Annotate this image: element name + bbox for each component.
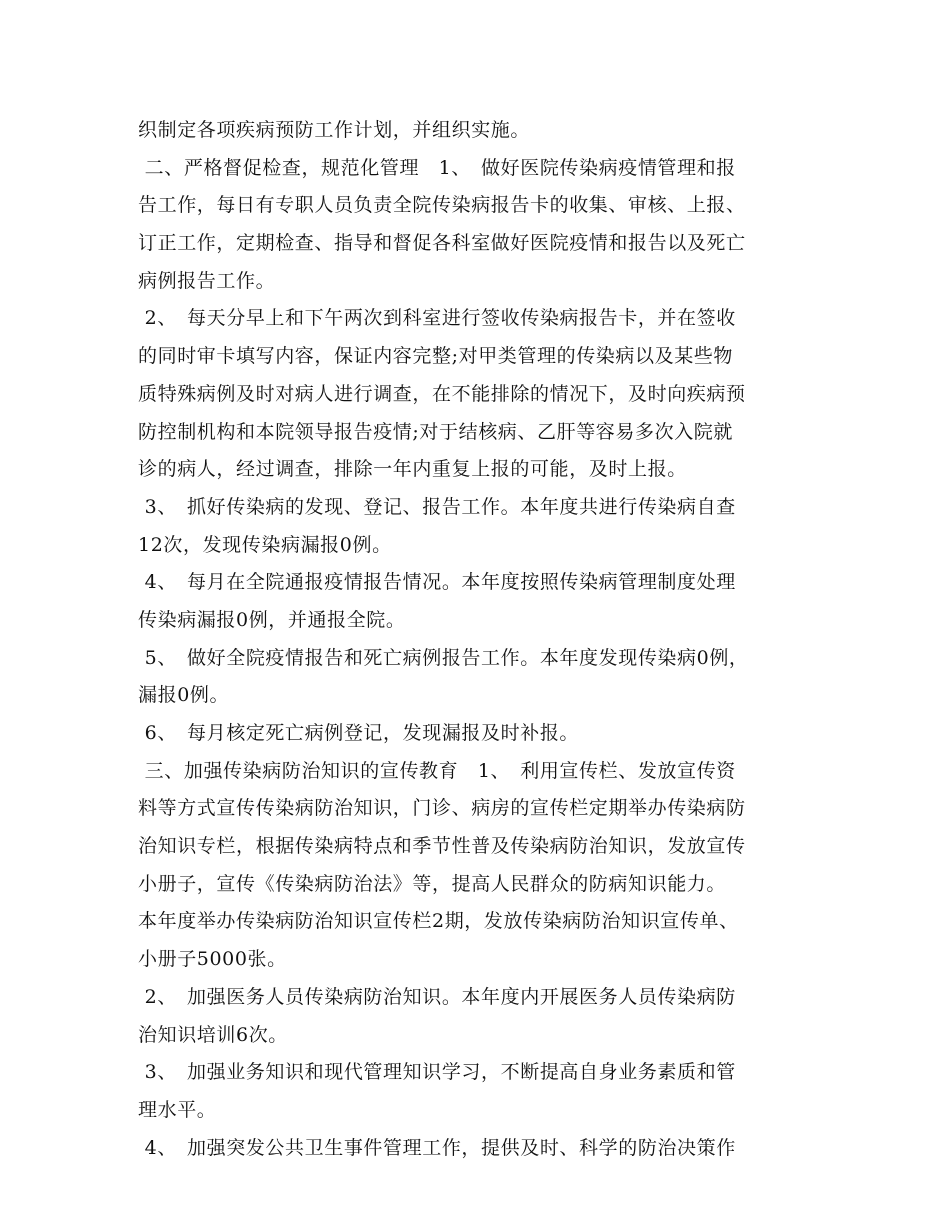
text-line: 治知识专栏，根据传染病特点和季节性普及传染病防治知识，发放宣传: [138, 835, 746, 858]
text-line: 订正工作，定期检查、指导和督促各科室做好医院疫情和报告以及死亡: [138, 232, 746, 255]
text-line: 病例报告工作。: [138, 269, 276, 292]
text-line: 本年度举办传染病防治知识宣传栏2期，发放传染病防治知识宣传单、: [138, 910, 739, 933]
text-line: 2、 每天分早上和下午两次到科室进行签收传染病报告卡，并在签收: [138, 307, 736, 330]
text-line: 的同时审卡填写内容，保证内容完整;对甲类管理的传染病以及某些物: [138, 345, 734, 368]
text-line: 告工作，每日有专职人员负责全院传染病报告卡的收集、审核、上报、: [138, 194, 746, 217]
text-line: 质特殊病例及时对病人进行调查，在不能排除的情况下，及时向疾病预: [138, 382, 746, 405]
document-body: [138, 112, 828, 1167]
text-line: 三、加强传染病防治知识的宣传教育 1、 利用宣传栏、发放宣传资: [138, 759, 736, 782]
text-line: 3、 抓好传染病的发现、登记、报告工作。本年度共进行传染病自查: [138, 495, 736, 518]
text-line: 漏报0例。: [138, 684, 230, 707]
text-line: 理水平。: [138, 1098, 217, 1121]
text-line: 小册子5000张。: [138, 948, 287, 971]
text-line: 4、 加强突发公共卫生事件管理工作，提供及时、科学的防治决策作: [138, 1136, 736, 1159]
text-line: 12次，发现传染病漏报0例。: [138, 533, 392, 556]
text-line: 3、 加强业务知识和现代管理知识学习，不断提高自身业务素质和管: [138, 1061, 736, 1084]
text-line: 二、严格督促检查，规范化管理 1、 做好医院传染病疫情管理和报: [138, 156, 736, 179]
text-line: 6、 每月核定死亡病例登记，发现漏报及时补报。: [138, 722, 580, 744]
text-line: 传染病漏报0例，并通报全院。: [138, 608, 406, 631]
text-line: 诊的病人，经过调查，排除一年内重复上报的可能，及时上报。: [138, 458, 687, 481]
text-line: 2、 加强医务人员传染病防治知识。本年度内开展医务人员传染病防: [138, 985, 736, 1008]
text-line: 5、 做好全院疫情报告和死亡病例报告工作。本年度发现传染病0例，: [138, 646, 749, 669]
text-line: 治知识培训6次。: [138, 1023, 288, 1046]
text-line: 防控制机构和本院领导报告疫情;对于结核病、乙肝等容易多次入院就: [138, 420, 734, 443]
text-line: 小册子，宣传《传染病防治法》等，提高人民群众的防病知识能力。: [138, 872, 727, 895]
text-line: 料等方式宣传传染病防治知识，门诊、病房的宣传栏定期举办传染病防: [138, 797, 746, 820]
text-line: 4、 每月在全院通报疫情报告情况。本年度按照传染病管理制度处理: [138, 571, 736, 594]
text-line: 织制定各项疾病预防工作计划，并组织实施。: [138, 119, 531, 141]
